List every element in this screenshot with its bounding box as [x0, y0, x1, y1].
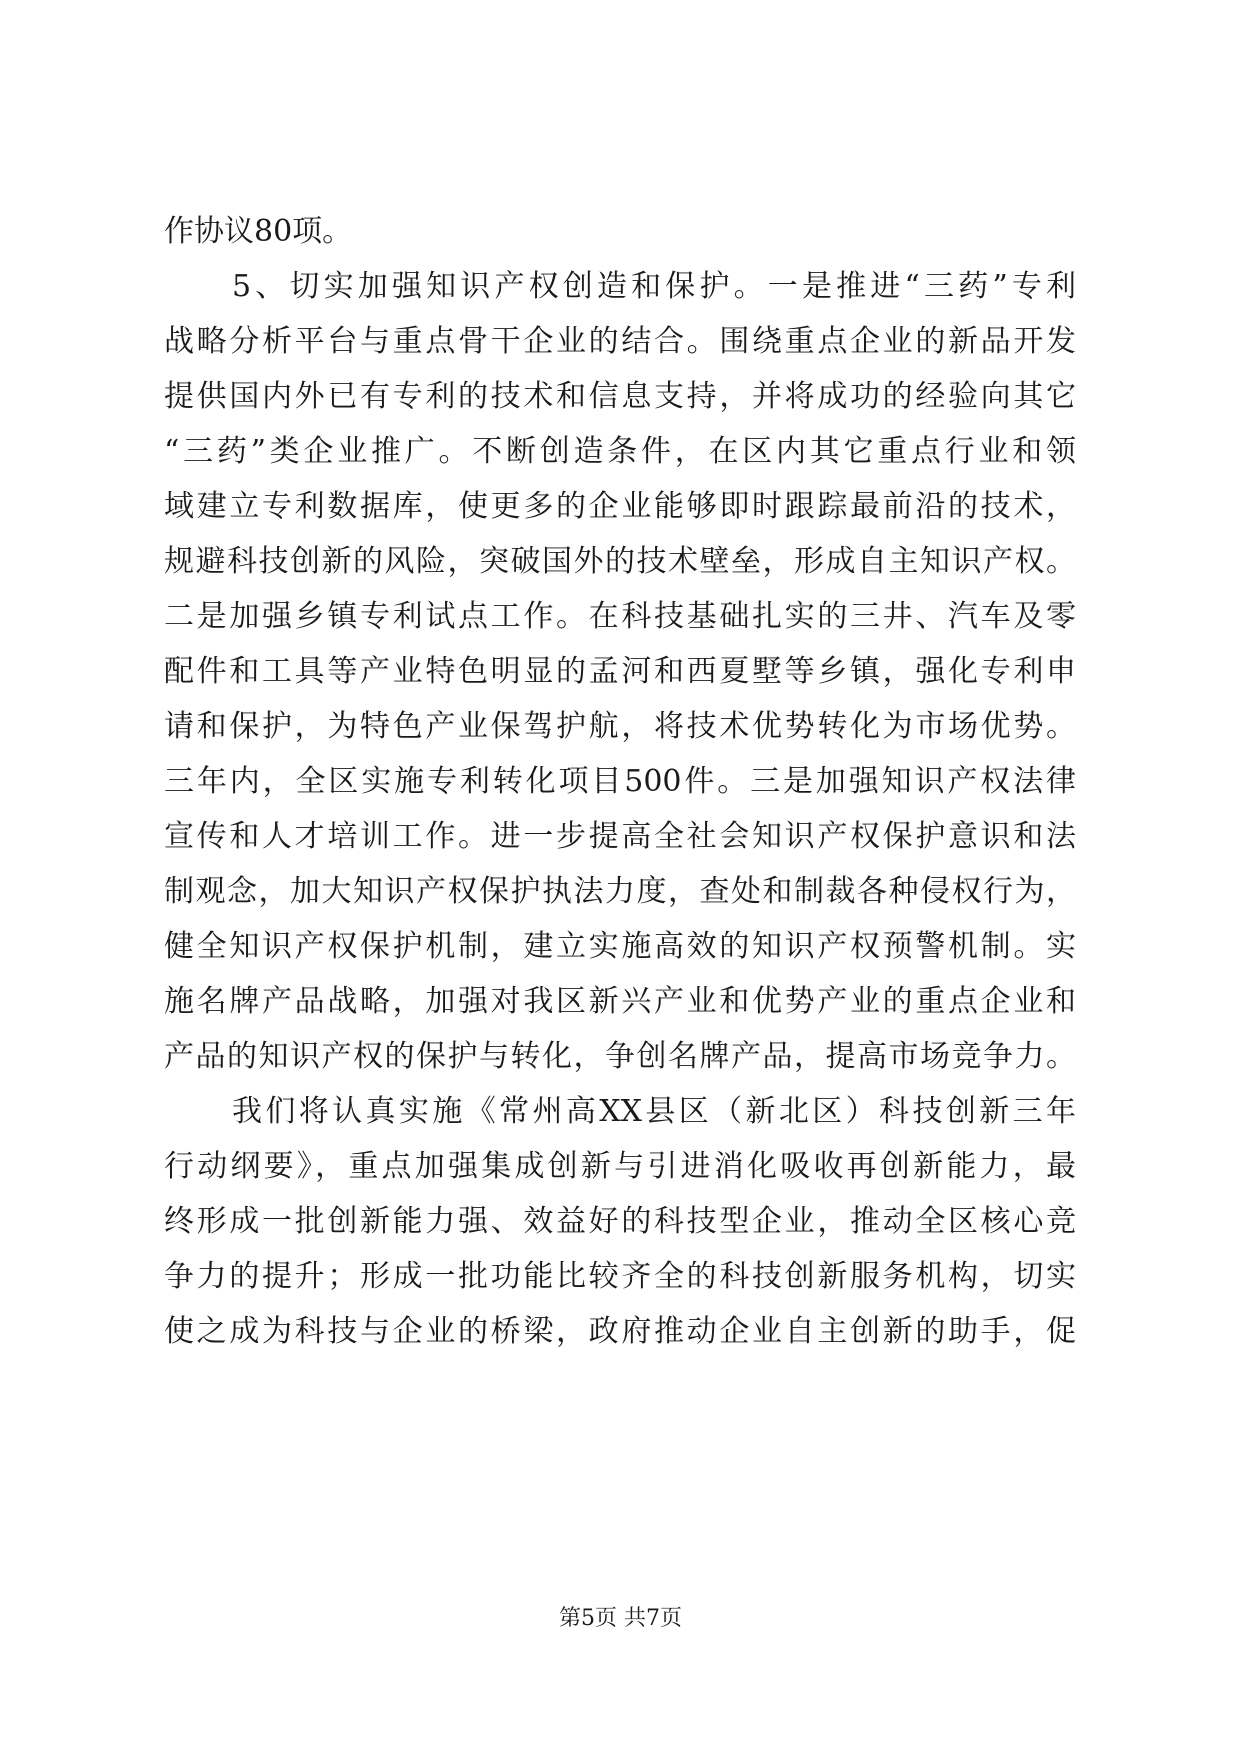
text-line: 域建立专利数据库，使更多的企业能够即时跟踪最前沿的技术， [164, 489, 1076, 524]
text-line: 产品的知识产权的保护与转化，争创名牌产品，提高市场竞争力。 [164, 1039, 1076, 1074]
text-line: 施名牌产品战略，加强对我区新兴产业和优势产业的重点企业和 [164, 984, 1076, 1019]
text-line: 行动纲要》，重点加强集成创新与引进消化吸收再创新能力，最 [164, 1149, 1076, 1184]
text-line: 制观念，加大知识产权保护执法力度，查处和制裁各种侵权行为， [164, 874, 1076, 909]
text-line: 作协议80项。 [164, 214, 353, 249]
text-line: 二是加强乡镇专利试点工作。在科技基础扎实的三井、汽车及零 [164, 599, 1076, 634]
text-line: 健全知识产权保护机制，建立实施高效的知识产权预警机制。实 [164, 929, 1076, 964]
text-line: “三药”类企业推广。不断创造条件，在区内其它重点行业和领 [164, 434, 1076, 469]
page-number-footer: 第5页 共7页 [559, 1606, 682, 1631]
text-line: 争力的提升；形成一批功能比较齐全的科技创新服务机构，切实 [164, 1259, 1076, 1294]
text-line: 终形成一批创新能力强、效益好的科技型企业，推动全区核心竞 [164, 1204, 1076, 1239]
text-line: 三年内，全区实施专利转化项目500件。三是加强知识产权法律 [164, 764, 1076, 799]
text-line: 宣传和人才培训工作。进一步提高全社会知识产权保护意识和法 [164, 819, 1076, 854]
text-line: 规避科技创新的风险，突破国外的技术壁垒，形成自主知识产权。 [164, 544, 1076, 579]
paragraph-start-line: 5、切实加强知识产权创造和保护。一是推进“三药”专利 [232, 269, 1076, 304]
paragraph-start-line: 我们将认真实施《常州高XX县区（新北区）科技创新三年 [232, 1094, 1076, 1129]
text-line: 战略分析平台与重点骨干企业的结合。围绕重点企业的新品开发 [164, 324, 1076, 359]
text-line: 配件和工具等产业特色明显的孟河和西夏墅等乡镇，强化专利申 [164, 654, 1076, 689]
text-line: 提供国内外已有专利的技术和信息支持，并将成功的经验向其它 [164, 379, 1076, 414]
text-line: 请和保护，为特色产业保驾护航，将技术优势转化为市场优势。 [164, 709, 1076, 744]
text-line: 使之成为科技与企业的桥梁，政府推动企业自主创新的助手，促 [164, 1314, 1076, 1349]
